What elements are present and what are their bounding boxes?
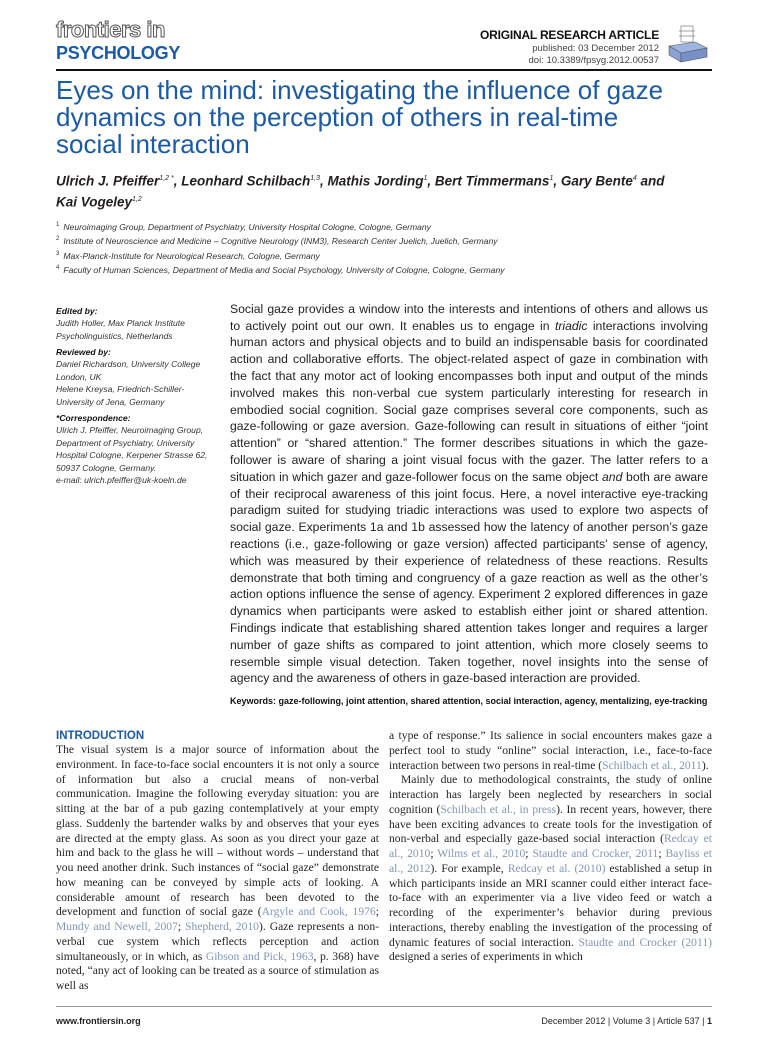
citation-link[interactable]: Mundy and Newell, 2007 [56,920,178,934]
text-run: ; [430,847,438,861]
correspondence-email[interactable]: e-mail: ulrich.pfeiffer@uk-koeln.de [56,475,187,486]
author-affiliation-sup: 1 [549,175,554,182]
sidebar-line: Ulrich J. Pfeiffer, Neuroimaging Group, Department of Psychiatry, University Hospital Cologne, Kerpener Strasse 62, 50937 Cologne, Germany. [56,425,208,473]
text-run: ; [375,905,379,919]
text-run: Social gaze provides a window into the interests and intentions of others and allows us to actively point out our own. It enables us to engage in [230,301,708,333]
affiliation [56,262,712,276]
author-affiliation-sup: 1,2 * [159,175,174,182]
footer-meta [541,1015,712,1027]
citation-link[interactable]: Argyle and Cook, 1976 [261,905,376,919]
sidebar-block [56,412,216,486]
affiliation [56,248,712,262]
sidebar-block [56,346,216,408]
italic-text: triadic [554,318,588,333]
text-run: The visual system is a major source of information about the environment. In face-to-face social encounters it is not only a source of information but also a crucial means of non-verbal communication. Imagine the following everyday situation: you are sitting at the bar of a pub gazing contemplatively at your empty glass. Suddenly the bartender walks by and observes that your eyes are directed at the empty glass. As soon as you direct your gaze at him and back to the glass he will – without words – understand that you need another drink. Such instances of “social gaze” demonstrate how meaning can be conveyed by simple acts of looking. A considerable amount of research has been devoted to the development and function of social gaze ( [56,743,379,919]
sidebar-line: Daniel Richardson, University College London, UK [56,359,201,382]
footer-issue: December 2012 | Volume 3 | Article 537 | [541,1015,707,1026]
text-run: ; [177,920,186,934]
affiliation-text: Neuroimaging Group, Department of Psychiatry, University Hospital Cologne, Cologne, Germany [63,221,431,232]
affiliation-text: Institute of Neuroscience and Medicine – Cognitive Neurology (INM3), Research Center Juelich, Juelich, Germany [63,236,498,247]
citation-link[interactable]: Redcay et al. (2010) [507,861,606,875]
text-run: Mainly due to methodological constraints, the study of online interaction has largely been neglected by researchers in social cognition ( [389,773,712,816]
citation-link[interactable]: Shepherd, 2010 [185,920,259,934]
editorial-sidebar [56,301,216,490]
citation-link[interactable]: Redcay et al., 2010 [389,832,713,861]
author-name: Ulrich J. Pfeiffer [56,173,160,189]
citation-link[interactable]: Wilms et al., 2010 [437,847,526,861]
sidebar-block [56,305,216,342]
affiliation-number: 4 [56,265,60,272]
italic-text: and [602,469,623,484]
affiliation-text: Max-Planck-Institute for Neurological Research, Cologne, Germany [63,250,320,261]
article-title: Eyes on the mind: investigating the influence of gaze dynamics on the perception of others in real-time social interaction [56,75,664,159]
sidebar-line: Helene Kreysa, Friedrich-Schiller-University of Jena, Germany [56,384,185,407]
journal-logo-top: frontiers in [56,17,165,42]
page-number: 1 [706,1015,712,1026]
header-rule [56,69,712,71]
text-run: a type of response.” Its salience in social encounters makes gaze a perfect tool to study “online” social interaction, i.e., face-to-face interaction between two persons in real-time ( [389,729,712,772]
body-column-right [389,729,712,965]
text-run: , p. 368) have noted, “any act of looking can be treated as a source of stimulation as well as [56,949,379,993]
paragraph [389,773,712,965]
affiliation [56,233,712,247]
text-run: ). For example, [430,861,508,875]
citation-link[interactable]: Schilbach et al., in press [440,802,557,816]
sidebar-heading: Reviewed by: [56,347,111,358]
citation-link[interactable]: Bayliss et al., 2012 [389,847,712,875]
article-type: ORIGINAL RESEARCH ARTICLE [479,28,659,42]
text-run: ). In recent years, however, there have been exciting advances to create tools for the investigation of non-verbal and especially gaze-based social interaction ( [389,802,712,846]
text-run: ; [658,847,666,861]
author-name: , Mathis Jording [319,173,424,189]
text-run: both are aware of their reciprocal awareness of this joint focus. Here, a novel interactive eye-tracking paradigm suited for studying triadic interactions was used to explore two aspects of social gaze. Experiments 1a and 1b assessed how the latency of another person’s gaze reactions (i.e., gaze-following or gaze version) affected participants’ sense of agency, which was measured by their experience of relatedness of these reactions. Results demonstrate that both timing and congruency of a gaze reaction as well as the other’s action options influence the sense of agency. Experiment 2 explored differences in gaze dynamics when participants were asked to establish either joint or shared attention. Findings indicate that establishing shared attention takes longer and requires a larger number of gaze shifts as compared to joint attention, which more closely seems to resemble simple visual detection. Taken together, novel insights into the sense of agency and the awareness of others in gaze-based interaction are provided. [230,469,708,686]
body-columns [56,729,712,994]
body-column-left [56,743,379,994]
author-name: , Leonhard Schilbach [173,173,311,189]
sidebar-heading: Edited by: [56,305,98,316]
text-run: established a setup in which participants inside an MRI scanner could either interact face-to-face with an experimenter via a live video feed or watch a recording of the experimenter’s behavior during previous interactions, thereby enabling the investigation of the processing of dynamic features of social interaction. [389,861,713,949]
affiliation-text: Faculty of Human Sciences, Department of Media and Social Psychology, University of Cologne, Cologne, Germany [63,265,505,276]
citation-link[interactable]: Staudte and Crocker, 2011 [532,847,659,861]
paragraph [389,729,712,773]
journal-logo-bottom: PSYCHOLOGY [56,43,181,63]
citation-link[interactable]: Staudte and Crocker (2011) [578,935,713,949]
paragraph [56,743,379,994]
text-run: designed a series of experiments in which [389,950,583,964]
article-content [56,77,712,1047]
affiliations [56,219,712,277]
author-affiliation-sup: 4 [632,175,637,182]
author-name: and Kai Vogeley [56,173,665,209]
sidebar-line: Judith Holler, Max Planck Institute Psycholinguistics, Netherlands [56,318,185,341]
affiliation-number: 2 [56,236,60,243]
right-column-wrap [389,729,712,994]
text-run: interactions involving human actors and physical objects and to build an indispensable basis for coordinated action and collaborative efforts. The object-related aspect of gaze in combination with the fact that any motor act of looking encompasses both input and output of the minds involved makes this non-verbal cue system particularly interesting for research in embodied social cognition. Social gaze comprises several core components, such as gaze-following or gaze aversion. Gaze-following can result in situations of either “joint attention” or “shared attention.” The former describes situations in which the gaze-follower is aware of sharing a joint visual focus with the gazer. The latter refers to a situation in which gazer and gaze-follower focus on the same object [230,318,708,484]
author-affiliation-sup: 1 [423,175,428,182]
doi: doi: 10.3389/fpsyg.2012.00537 [528,55,659,66]
keywords: Keywords: gaze-following, joint attention, shared attention, social interaction, agency, mentalizing, eye-tracking [230,696,708,707]
author-name: , Bert Timmermans [427,173,550,189]
abstract-section [230,301,708,707]
author-affiliation-sup: 1,3 [310,175,320,182]
left-column-wrap [56,729,379,994]
citation-link[interactable]: Schilbach et al., 2011 [602,758,702,772]
published-date: published: 03 December 2012 [532,43,659,54]
text-run: ). [701,758,709,772]
citation-link[interactable]: Gibson and Pick, 1963 [205,949,314,963]
footer-url-link[interactable]: www.frontiersin.org [56,1015,141,1026]
page-footer [56,1006,712,1047]
sidebar-heading: *Correspondence: [56,413,131,424]
article-body [56,301,712,1047]
author-affiliation-sup: 1,2 [132,195,142,203]
section-heading-introduction: INTRODUCTION [56,730,145,743]
text-run: ). Gaze represents a non-verbal cue system which reflects perception and action simultaneously, or in which, as [56,920,379,963]
affiliation-number: 1 [56,222,60,228]
author-name: , Gary Bente [553,173,633,189]
front-matter [56,301,712,707]
affiliation [56,219,712,233]
author-list [56,170,676,211]
abstract [230,301,708,687]
journal-cube-icon [665,22,711,64]
text-run: ; [525,847,533,861]
article-meta [480,28,659,67]
affiliation-number: 3 [56,250,60,257]
